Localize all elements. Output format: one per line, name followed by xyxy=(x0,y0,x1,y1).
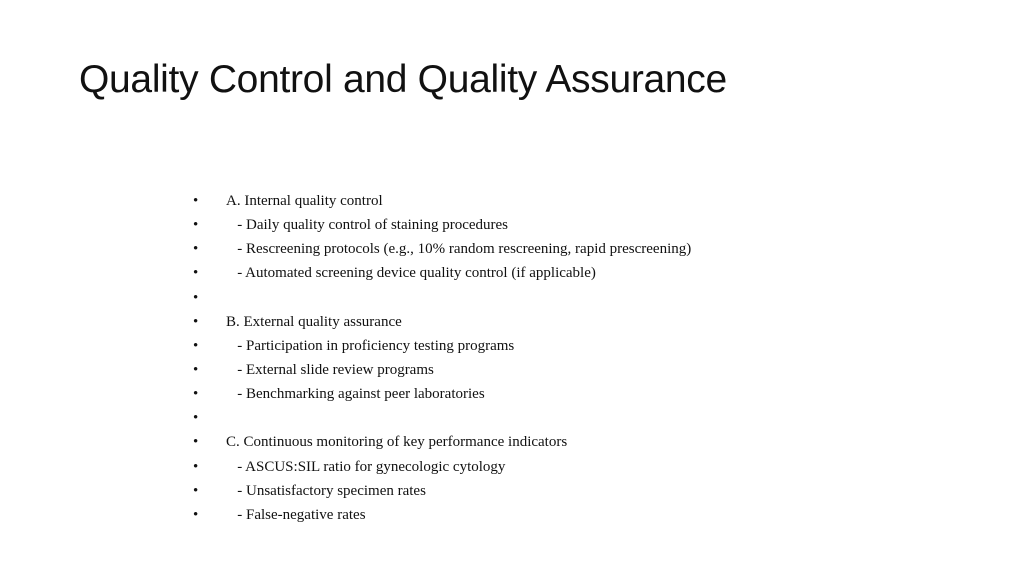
bullet-icon: • xyxy=(193,289,199,306)
bullet-icon: • xyxy=(193,337,199,354)
bullet-text: B. External quality assurance xyxy=(226,313,402,330)
bullet-icon: • xyxy=(193,241,199,258)
bullet-icon: • xyxy=(193,313,199,330)
bullet-text: - Daily quality control of staining procedures xyxy=(226,217,509,234)
bullet-text: - ASCUS:SIL ratio for gynecologic cytology xyxy=(226,458,506,475)
bullet-text: C. Continuous monitoring of key performance indicators xyxy=(226,434,568,451)
bullet-icon: • xyxy=(193,217,199,234)
bullet-text: - Unsatisfactory specimen rates xyxy=(226,482,426,499)
bullet-text: A. Internal quality control xyxy=(226,193,383,209)
bullet-text: - Automated screening device quality control (if applicable) xyxy=(226,265,596,282)
bullet-icon: • xyxy=(193,506,199,523)
bullet-icon: • xyxy=(193,410,199,427)
bullet-text: - External slide review programs xyxy=(226,361,434,378)
bullet-text: - Participation in proficiency testing programs xyxy=(226,337,515,354)
bullet-text: - Benchmarking against peer laboratories xyxy=(226,386,485,403)
bullet-icon: • xyxy=(193,386,199,403)
bullet-icon: • xyxy=(193,434,199,451)
bullet-icon: • xyxy=(193,265,199,282)
bullet-icon: • xyxy=(193,361,199,378)
slide-title: Quality Control and Quality Assurance xyxy=(79,58,727,101)
bullet-icon: • xyxy=(193,193,199,209)
bullet-text: - Rescreening protocols (e.g., 10% random rescreening, rapid prescreening) xyxy=(226,241,692,258)
bullet-icon: • xyxy=(193,458,199,475)
bullet-icon: • xyxy=(193,482,199,499)
bullet-text: - False-negative rates xyxy=(226,506,366,523)
